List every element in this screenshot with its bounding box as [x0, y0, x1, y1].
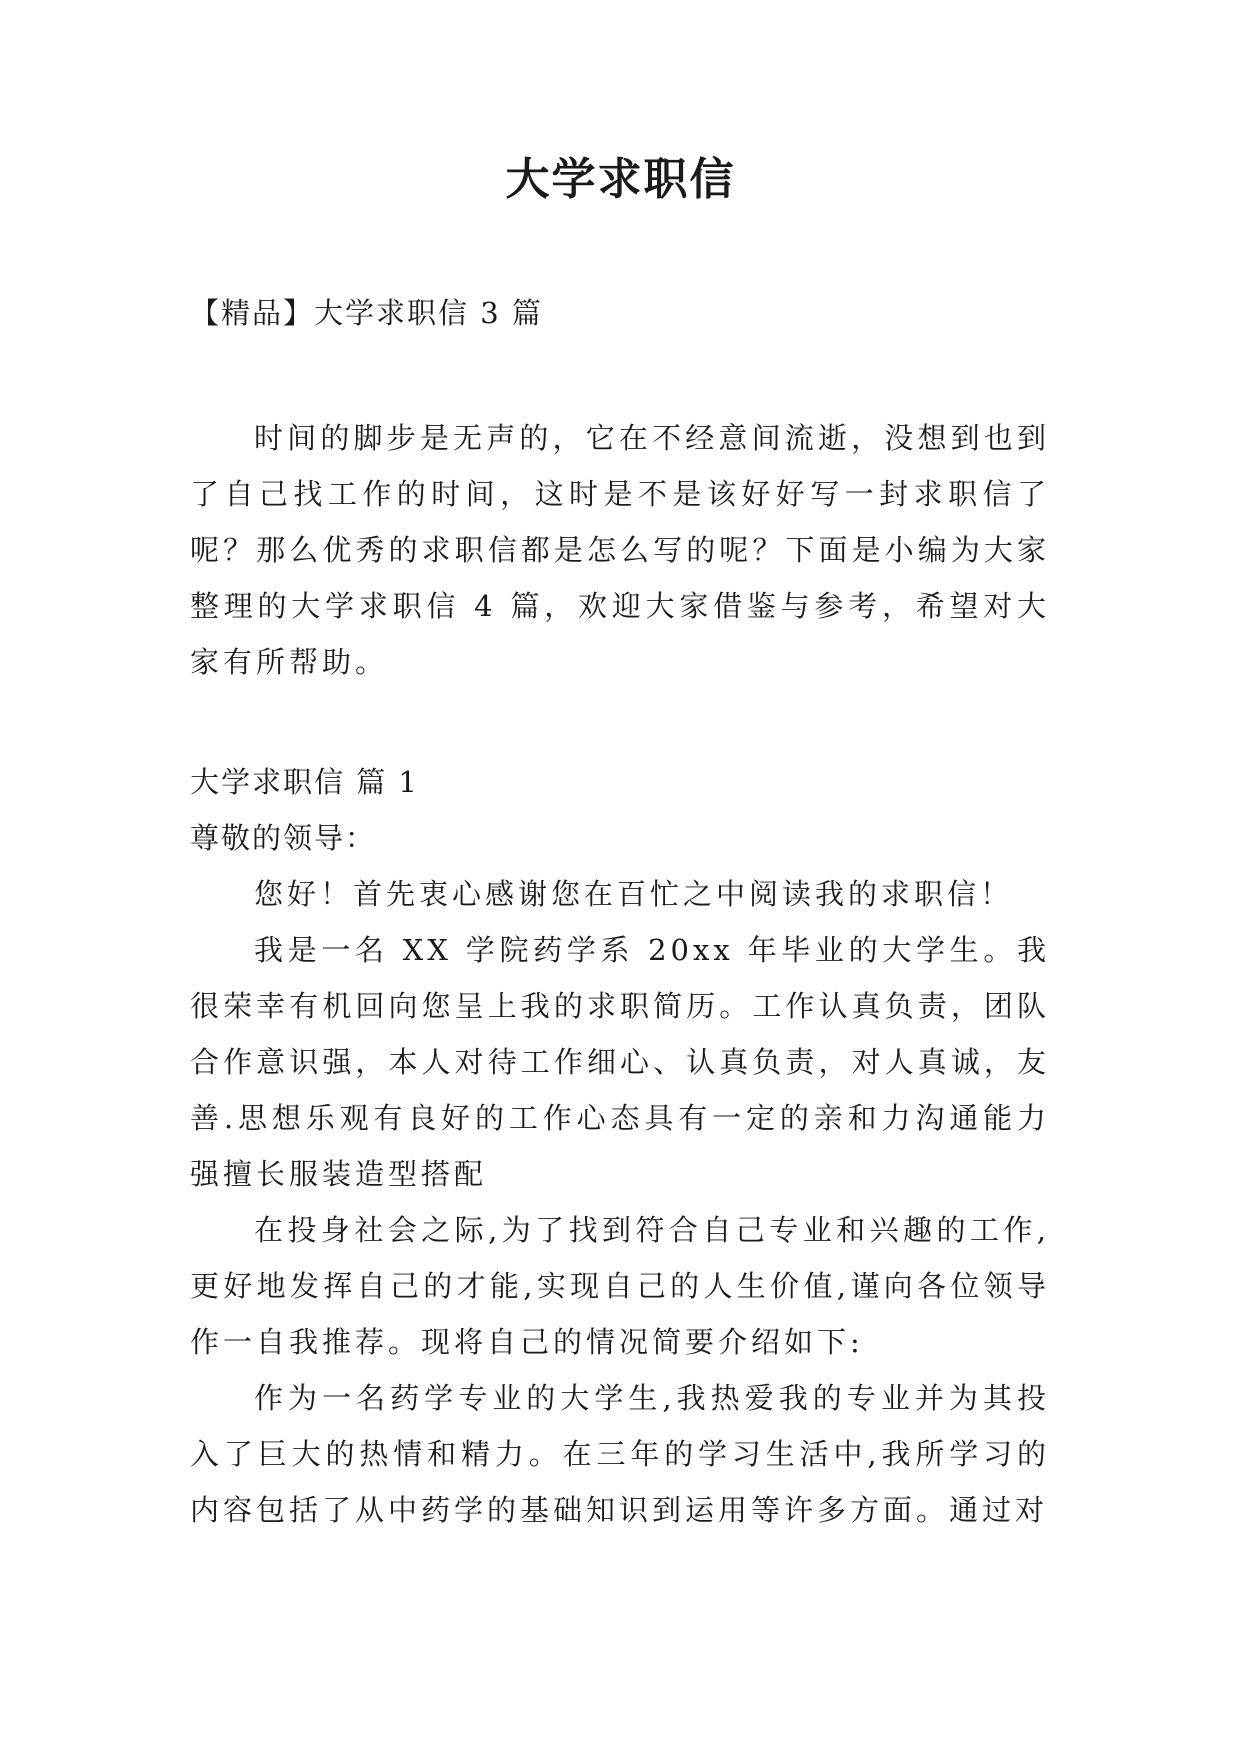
- document-title: 大学求职信: [505, 154, 736, 205]
- body-paragraph: 我是一名 XX 学院药学系 20xx 年毕业的大学生。我很荣幸有机回向您呈上我的求职简历。工作认真负责，团队合作意识强，本人对待工作细心、认真负责，对人真诚，友善.思想乐观有良好的工作心态具有一定的亲和力沟通能力强擅长服装造型搭配: [190, 933, 1050, 1191]
- body-paragraph: 作为一名药学专业的大学生,我热爱我的专业并为其投入了巨大的热情和精力。在三年的学习生活中,我所学习的内容包括了从中药学的基础知识到运用等许多方面。通过对: [190, 1381, 1050, 1527]
- body-paragraph: 在投身社会之际,为了找到符合自己专业和兴趣的工作,更好地发挥自己的才能,实现自己的人生价值,谨向各位领导作一自我推荐。现将自己的情况简要介绍如下:: [190, 1213, 1050, 1359]
- intro-paragraph: 时间的脚步是无声的，它在不经意间流逝，没想到也到了自己找工作的时间，这时是不是该好好写一封求职信了呢？那么优秀的求职信都是怎么写的呢？下面是小编为大家整理的大学求职信 4 篇，欢迎大家借鉴与参考，希望对大家有所帮助。: [190, 421, 1050, 679]
- section-title: 大学求职信 篇 1: [190, 765, 419, 799]
- body-paragraph: 您好！首先衷心感谢您在百忙之中阅读我的求职信！: [254, 877, 1014, 911]
- document-subtitle: 【精品】大学求职信 3 篇: [190, 296, 543, 330]
- salutation: 尊敬的领导：: [190, 821, 377, 855]
